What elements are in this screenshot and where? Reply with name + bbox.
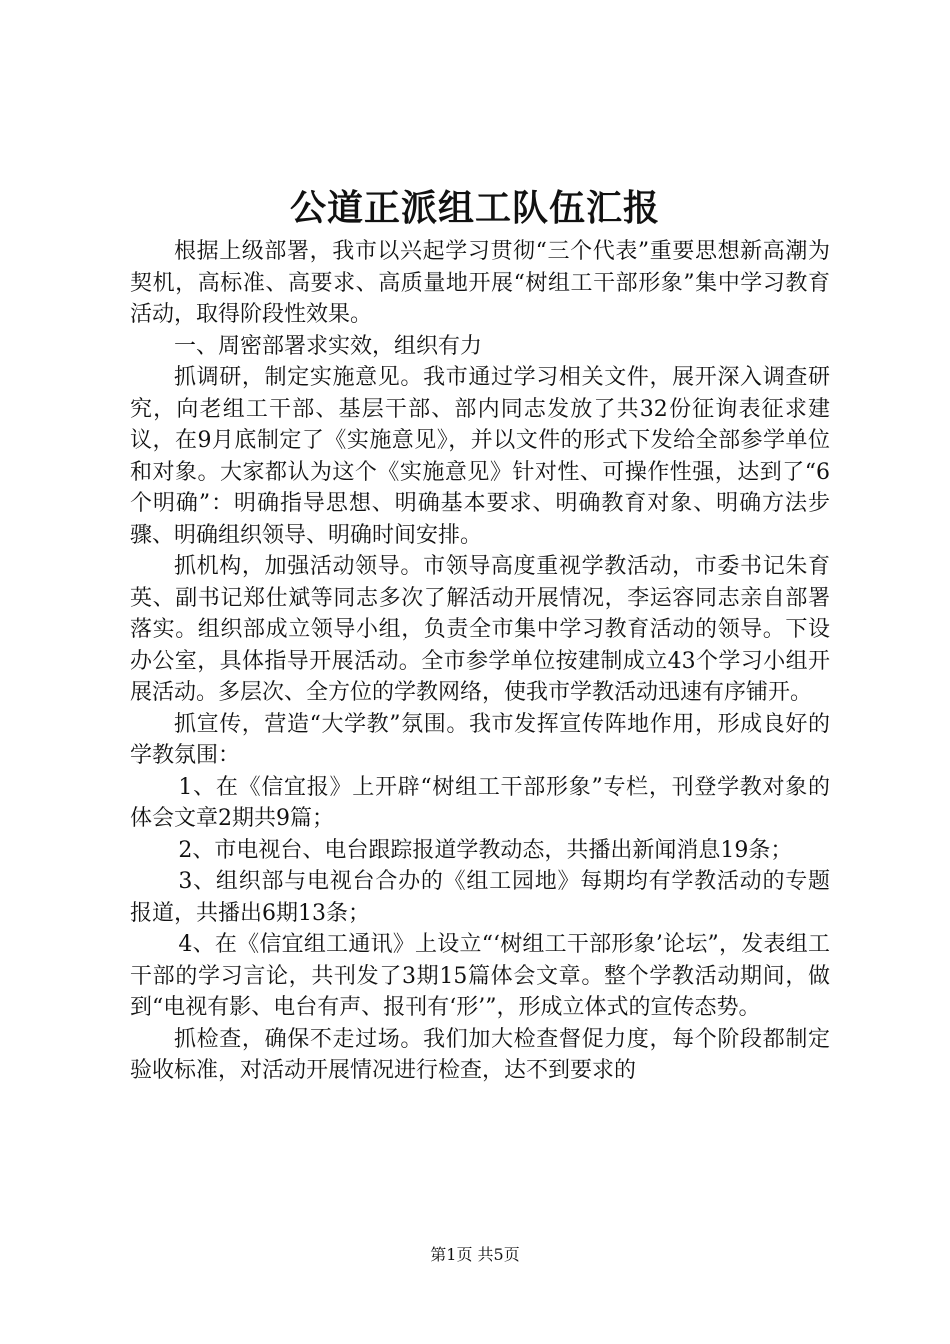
paragraph-publicity: 抓宣传，营造“大学教”氛围。我市发挥宣传阵地作用，形成良好的学教氛围： xyxy=(130,711,830,768)
list-item: 3、组织部与电视台合办的《组工园地》每期均有学教活动的专题报道，共播出6期13条； xyxy=(130,869,830,926)
paragraph-organization: 抓机构，加强活动领导。市领导高度重视学教活动，市委书记朱育英、副书记郑仕斌等同志多次了解活动开展情况，李运容同志亲自部署落实。组织部成立领导小组，负责全市集中学习教育活动的领导。下设办公室，具体指导开展活动。全市参学单位按建制成立43个学习小组开展活动。多层次、全方位的学教网络，使我市学教活动迅速有序铺开。 xyxy=(130,554,830,705)
list-item: 4、在《信宜组工通讯》上设立“‘树组工干部形象’论坛”，发表组工干部的学习言论，共刊发了3期15篇体会文章。整个学教活动期间，做到“电视有影、电台有声、报刊有‘形’”，形成立体式的宣传态势。 xyxy=(130,932,830,1020)
document-title: 公道正派组工队伍汇报 xyxy=(289,187,660,229)
paragraph-intro: 根据上级部署，我市以兴起学习贯彻“三个代表”重要思想新高潮为契机，高标准、高要求、高质量地开展“树组工干部形象”集中学习教育活动，取得阶段性效果。 xyxy=(130,239,830,327)
section-heading: 一、周密部署求实效，组织有力 xyxy=(174,333,483,359)
paragraph-research: 抓调研，制定实施意见。我市通过学习相关文件，展开深入调查研究，向老组工干部、基层干部、部内同志发放了共32份征询表征求建议，在9月底制定了《实施意见》，并以文件的形式下发给全部参学单位和对象。大家都认为这个《实施意见》针对性、可操作性强，达到了“6个明确”：明确指导思想、明确基本要求、明确教育对象、明确方法步骤、明确组织领导、明确时间安排。 xyxy=(130,365,830,548)
paragraph-inspection: 抓检查，确保不走过场。我们加大检查督促力度，每个阶段都制定验收标准，对活动开展情况进行检查，达不到要求的 xyxy=(130,1026,830,1083)
page-footer: 第1页 共5页 xyxy=(430,1245,520,1264)
document-body xyxy=(130,236,830,1087)
list-item: 1、在《信宜报》上开辟“树组工干部形象”专栏，刊登学教对象的体会文章2期共9篇； xyxy=(130,774,830,831)
list-item: 2、市电视台、电台跟踪报道学教动态，共播出新闻消息19条； xyxy=(178,837,793,863)
